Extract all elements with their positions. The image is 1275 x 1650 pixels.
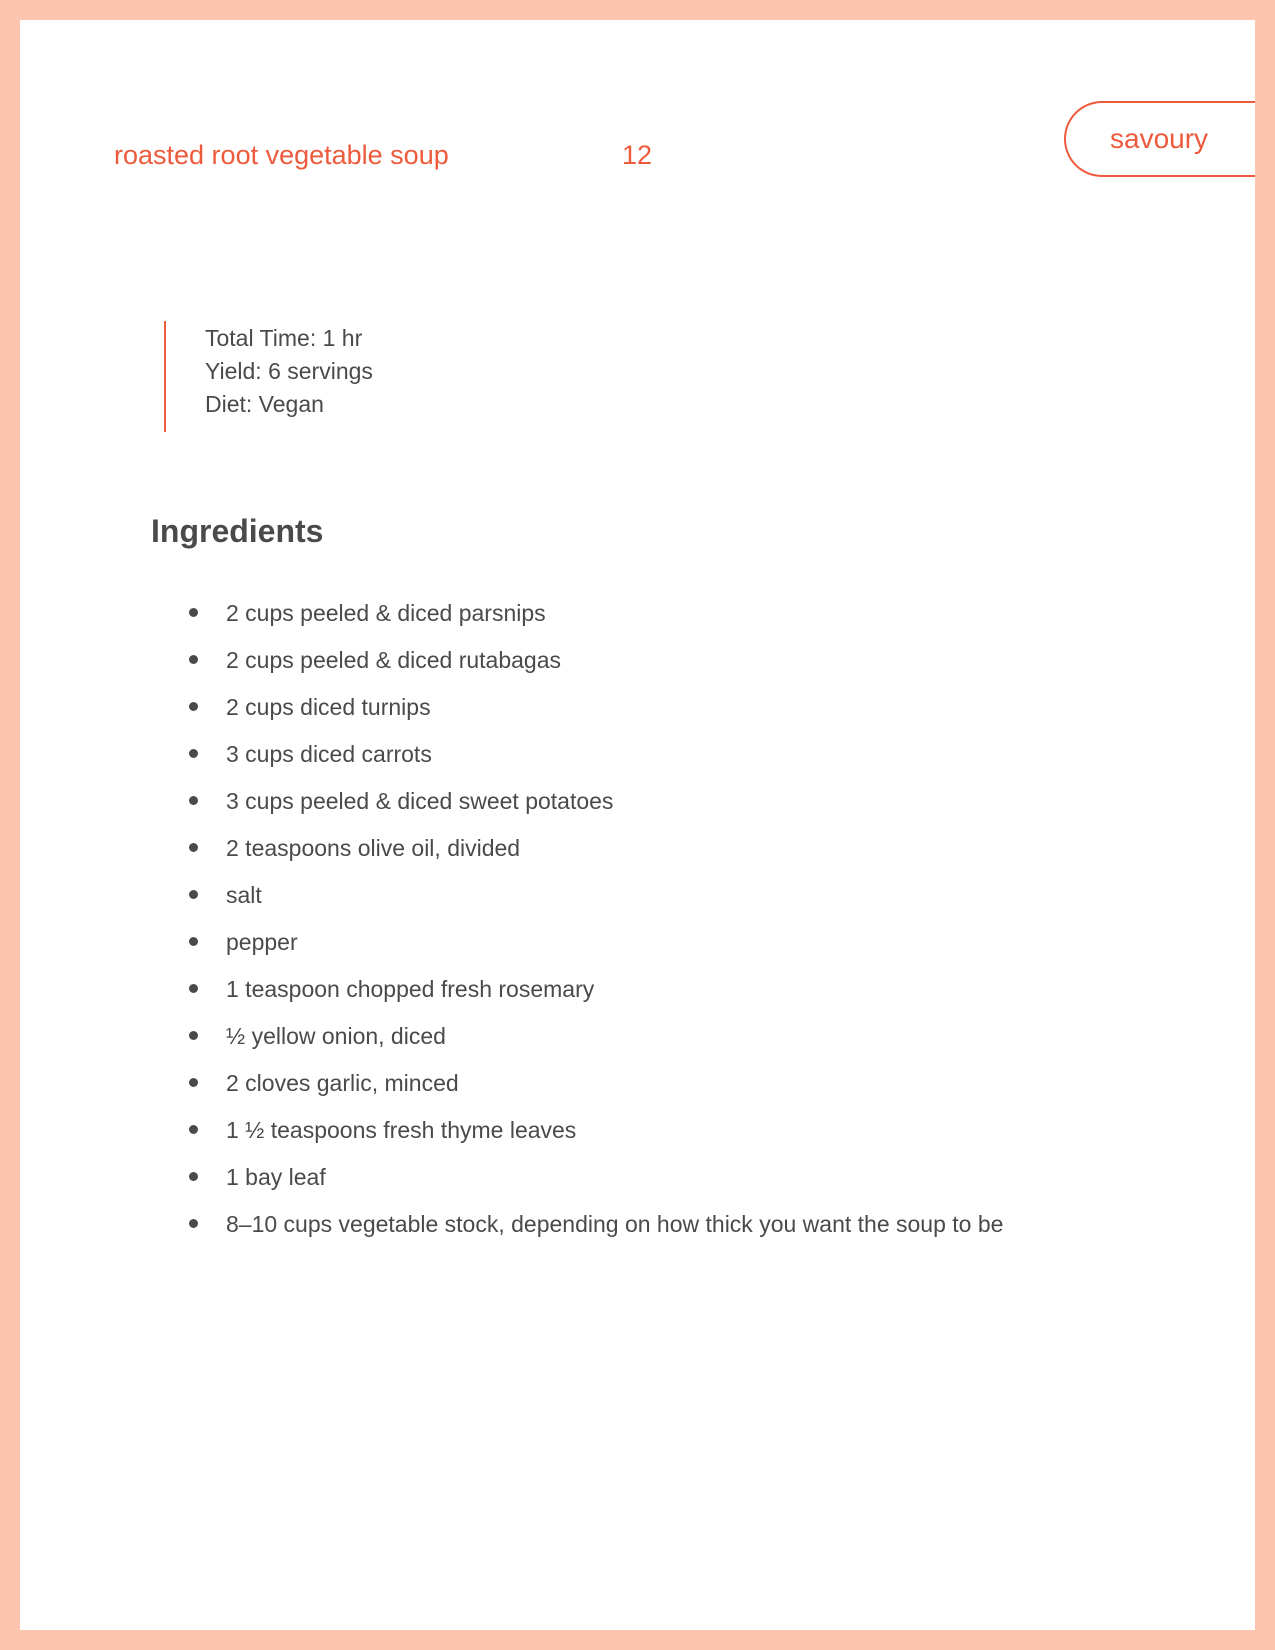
recipe-meta (164, 321, 373, 432)
bullet-icon (189, 984, 198, 993)
ingredient-text: 1 bay leaf (226, 1164, 326, 1190)
ingredient-text: 2 cups diced turnips (226, 694, 431, 720)
recipe-title: roasted root vegetable soup (114, 140, 449, 170)
bullet-icon (189, 796, 198, 805)
page-number: 12 (622, 140, 653, 170)
ingredient-text: 1 teaspoon chopped fresh rosemary (226, 976, 595, 1002)
total-time: Total Time: 1 hr (205, 325, 363, 351)
category-label: savoury (1110, 123, 1209, 154)
bullet-icon (189, 608, 198, 617)
ingredient-text: 2 cups peeled & diced parsnips (226, 600, 546, 626)
category-tab (1064, 101, 1255, 177)
bullet-icon (189, 1125, 198, 1134)
recipe-page (20, 20, 1255, 1630)
ingredient-text: 2 teaspoons olive oil, divided (226, 835, 521, 861)
ingredient-text: 2 cloves garlic, minced (226, 1070, 459, 1096)
ingredient-text: 2 cups peeled & diced rutabagas (226, 647, 562, 673)
ingredients-heading: Ingredients (151, 513, 324, 549)
bullet-icon (189, 749, 198, 758)
ingredient-text: 1 ½ teaspoons fresh thyme leaves (226, 1117, 577, 1143)
bullet-icon (189, 655, 198, 664)
bullet-icon (189, 937, 198, 946)
ingredient-text: pepper (226, 929, 298, 955)
ingredient-text: 3 cups peeled & diced sweet potatoes (226, 788, 614, 814)
bullet-icon (189, 702, 198, 711)
ingredient-text: salt (226, 882, 262, 908)
diet: Diet: Vegan (205, 391, 324, 417)
ingredient-text: 3 cups diced carrots (226, 741, 432, 767)
ingredient-text: 8–10 cups vegetable stock, depending on how thick you want the soup to be (226, 1211, 1004, 1237)
ingredient-text: ½ yellow onion, diced (226, 1023, 446, 1049)
bullet-icon (189, 890, 198, 899)
bullet-icon (189, 843, 198, 852)
yield: Yield: 6 servings (205, 358, 373, 384)
bullet-icon (189, 1219, 198, 1228)
bullet-icon (189, 1078, 198, 1087)
bullet-icon (189, 1172, 198, 1181)
bullet-icon (189, 1031, 198, 1040)
